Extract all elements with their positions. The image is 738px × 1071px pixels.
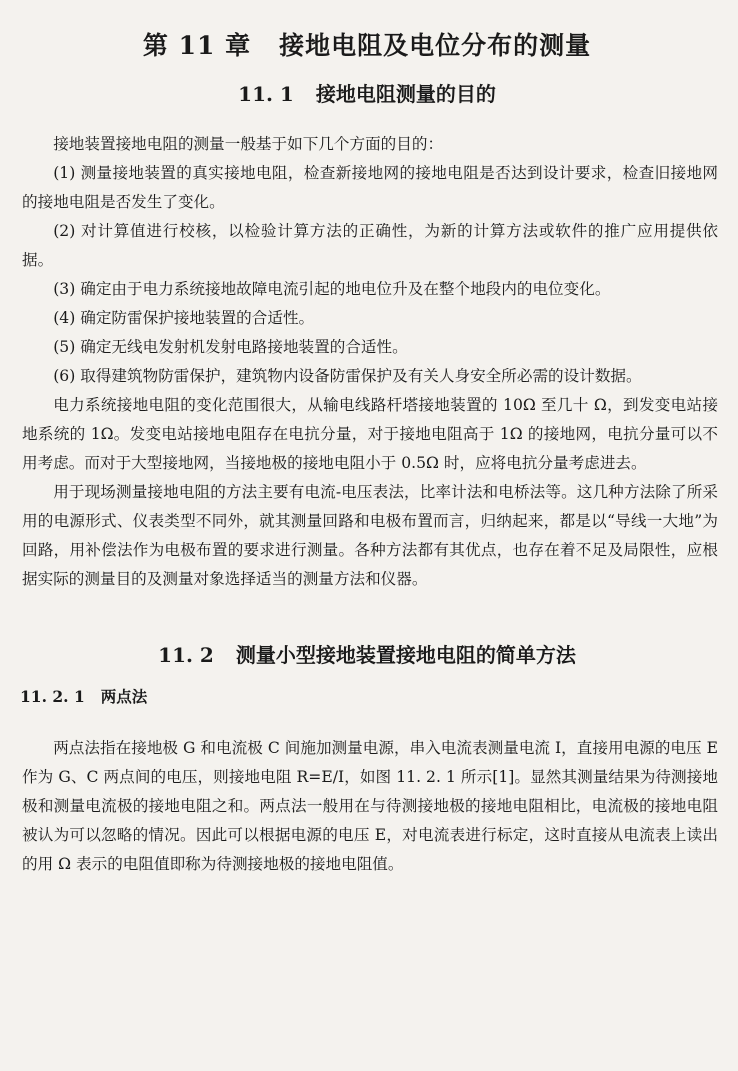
subsection-name: 两点法: [100, 687, 148, 706]
section-number: 11. 1: [238, 82, 294, 106]
section-title-11-1: [16, 68, 718, 120]
subsection-body: [16, 734, 718, 879]
section-title-11-2: [16, 632, 718, 678]
section-number: 11. 2: [158, 643, 214, 667]
chapter-name: 接地电阻及电位分布的测量: [279, 31, 592, 60]
paragraph: (4) 确定防雷保护接地装置的合适性。: [53, 309, 315, 327]
subsection-number: 11. 2. 1: [20, 687, 85, 706]
paragraph: (5) 确定无线电发射机发射电路接地装置的合适性。: [53, 338, 408, 356]
paragraph: 两点法指在接地极 G 和电流极 C 间施加测量电源，串入电流表测量电流 I，直接用电源的电压 E 作为 G、C 两点间的电压，则接地电阻 R=E/I，如图 11. 2. 1 所示[1]。显然其测量结果为待测接地极和测量电流极的接地电阻之和。两点法一般用在与待测接地极的接地电阻相比，电流极的接地电阻被认为可以忽略的情况。因此可以根据电源的电压 E，对电流表进行标定，这时直接从电流表上读出的用 Ω 表示的电阻值即称为待测接地极的接地电阻值。: [22, 739, 718, 873]
paragraph: 用于现场测量接地电阻的方法主要有电流-电压表法，比率计法和电桥法等。这几种方法除了所采用的电源形式、仪表类型不同外，就其测量回路和电极布置而言，归纳起来，都是以“导线一大地”为回路，用补偿法作为电极布置的要求进行测量。各种方法都有其优点，也存在着不足及局限性，应根据实际的测量目的及测量对象选择适当的测量方法和仪器。: [22, 483, 718, 588]
subsection-title-11-2-1: [16, 678, 718, 716]
paragraph: (6) 取得建筑物防雷保护，建筑物内设备防雷保护及有关人身安全所必需的设计数据。: [53, 367, 642, 385]
paragraph: (3) 确定由于电力系统接地故障电流引起的地电位升及在整个地段内的电位变化。: [53, 280, 611, 298]
paragraph: 接地装置接地电阻的测量一般基于如下几个方面的目的：: [53, 135, 444, 153]
section-name: 测量小型接地装置接地电阻的简单方法: [235, 643, 576, 667]
section-1-body: [16, 130, 718, 594]
paragraph: (2) 对计算值进行校核，以检验计算方法的正确性，为新的计算方法或软件的推广应用提供依据。: [22, 222, 718, 269]
paragraph: 电力系统接地电阻的变化范围很大，从输电线路杆塔接地装置的 10Ω 至几十 Ω，到发变电站接地系统的 1Ω。发变电站接地电阻存在电抗分量，对于接地电阻高于 1Ω 的接地网，电抗分量可以不用考虑。而对于大型接地网，当接地极的接地电阻小于 0.5Ω 时，应将电抗分量考虑进去。: [22, 396, 718, 472]
chapter-number: 第 11 章: [142, 31, 252, 60]
section-name: 接地电阻测量的目的: [315, 82, 496, 106]
paragraph: (1) 测量接地装置的真实接地电阻，检查新接地网的接地电阻是否达到设计要求，检查旧接地网的接地电阻是否发生了变化。: [22, 164, 718, 211]
chapter-title: [16, 24, 718, 68]
